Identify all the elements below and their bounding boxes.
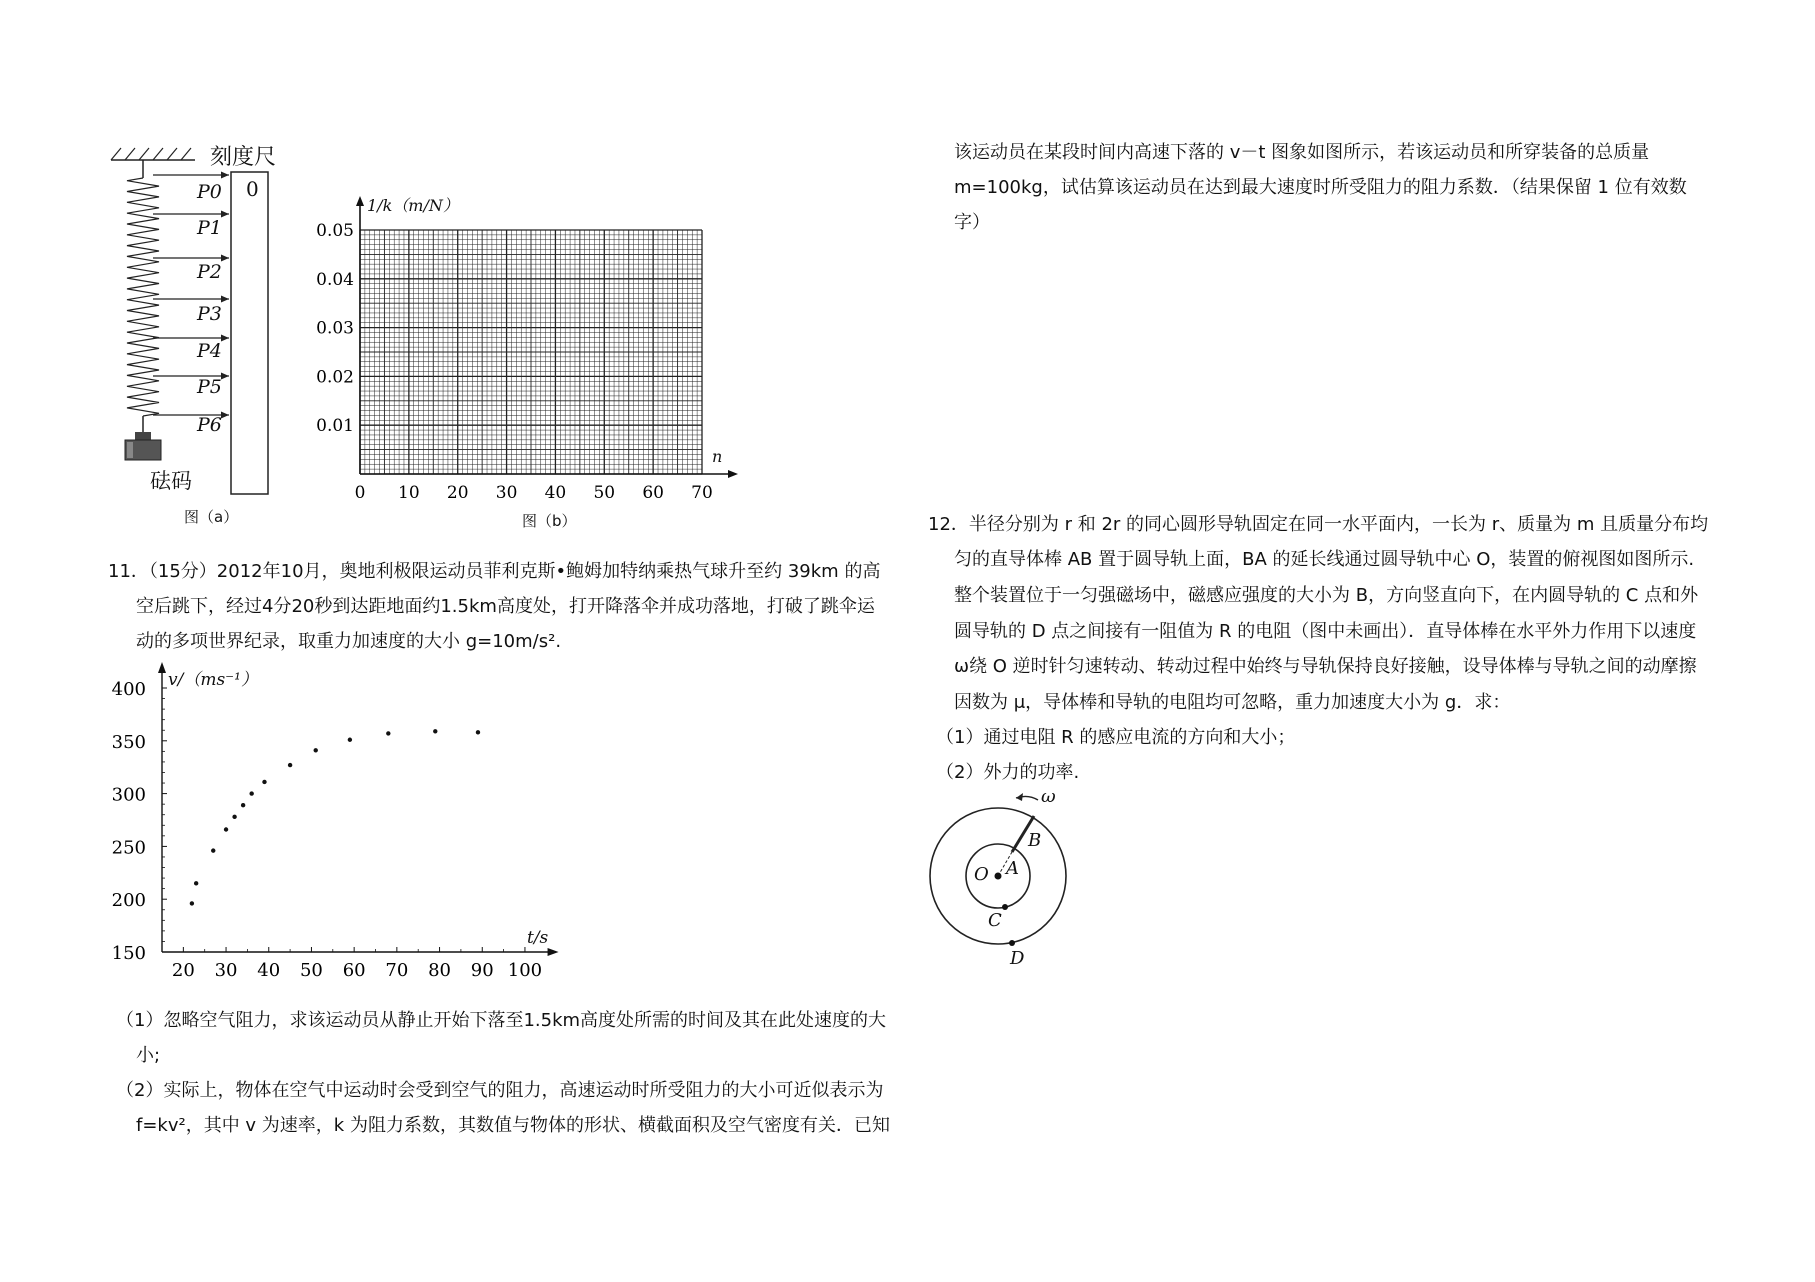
vt-data-point (476, 730, 480, 734)
ruler-label: 刻度尺 (210, 145, 277, 170)
label-c: C (988, 910, 1002, 931)
vt-scatter-chart (0, 0, 760, 1000)
pointer-label-p1: P1 (197, 217, 222, 239)
pointer-label-p3: P3 (197, 303, 222, 325)
q11-sub1-line-2: 小; (136, 1045, 161, 1066)
vt-y-tick-label: 150 (111, 943, 146, 964)
vt-data-point (194, 881, 198, 885)
figure-b-caption: 图（b） (522, 512, 577, 530)
x-tick-label: 40 (544, 483, 567, 503)
vt-x-tick-label: 70 (385, 960, 409, 981)
x-tick-label: 60 (642, 483, 664, 503)
vt-data-point (224, 827, 228, 831)
q12-sub2: （2）外力的功率. (936, 762, 1080, 783)
q12-sub1: （1）通过电阻 R 的感应电流的方向和大小； (936, 727, 1296, 748)
figure-a-caption: 图（a） (184, 508, 239, 526)
label-omega: ω (1041, 786, 1056, 807)
vt-x-tick-label: 80 (428, 960, 452, 981)
q12-line-1: 12．半径分别为 r 和 2r 的同心圆形导轨固定在同一水平面内，一长为 r、质量为 m 且质量分布均 (928, 514, 1709, 535)
q11-cont-line-1: 该运动员在某段时间内高速下落的 v－t 图象如图所示，若该运动员和所穿装备的总质量 (954, 142, 1650, 163)
q11-cont-line-3: 字） (954, 212, 990, 233)
vt-data-point (288, 763, 292, 767)
label-o: O (974, 864, 989, 885)
vt-y-tick-label: 250 (111, 837, 146, 859)
ruler-zero-mark: 0 (246, 177, 259, 201)
vt-x-tick-label: 30 (214, 960, 238, 981)
q11-sub2-line-1: （2）实际上，物体在空气中运动时会受到空气的阻力，高速运动时所受阻力的大小可近似表示为 (116, 1080, 884, 1101)
pointer-label-p4: P4 (197, 340, 222, 362)
x-tick-label: 50 (593, 483, 616, 503)
vt-x-tick-label: 40 (257, 960, 281, 981)
vt-x-tick-label: 60 (342, 960, 366, 981)
label-b: B (1028, 830, 1042, 851)
vt-x-tick-label: 90 (470, 960, 494, 981)
q12-rails-figure (920, 790, 1080, 980)
x-tick-label: 70 (691, 483, 713, 503)
y-tick-label: 0.03 (316, 318, 354, 339)
q12-line-4: 圆导轨的 D 点之间接有一阻值为 R 的电阻（图中未画出）．直导体棒在水平外力作用下以速度 (954, 621, 1697, 642)
label-d: D (1010, 948, 1025, 969)
pointer-label-p0: P0 (197, 181, 222, 203)
label-a: A (1006, 858, 1019, 879)
y-tick-label: 0.05 (316, 221, 354, 241)
q12-line-2: 匀的直导体棒 AB 置于圆导轨上面，BA 的延长线通过圆导轨中心 O，装置的俯视图如图所示. (954, 549, 1695, 570)
point-d (1009, 940, 1015, 946)
x-tick-label: 10 (398, 483, 420, 503)
vt-y-tick-label: 200 (111, 890, 146, 912)
vt-data-point (262, 780, 266, 784)
q11-line-2: 空后跳下，经过4分20秒到达距地面约1.5km高度处，打开降落伞并成功落地，打破了跳伞运 (136, 596, 875, 617)
vt-x-axis-label: t/s (527, 928, 549, 948)
vt-data-point (314, 748, 318, 752)
y-tick-label: 0.01 (316, 416, 354, 437)
vt-data-point (241, 803, 245, 807)
vt-x-tick-label: 100 (507, 960, 543, 981)
q12-line-5: ω绕 O 逆时针匀速转动、转动过程中始终与导轨保持良好接触，设导体棒与导轨之间的动摩擦 (954, 656, 1697, 677)
x-tick-label: 0 (354, 483, 366, 503)
vt-data-point (433, 729, 437, 733)
vt-data-point (348, 738, 352, 742)
weight-label: 砝码 (150, 469, 192, 493)
figure-b-x-axis-label: n (712, 447, 723, 466)
vt-y-tick-label: 350 (111, 731, 146, 753)
vt-data-point (249, 791, 253, 795)
vt-y-tick-label: 400 (111, 679, 146, 700)
q12-line-6: 因数为 μ，导体棒和导轨的电阻均可忽略，重力加速度大小为 g．求： (954, 692, 1511, 713)
q11-line-3: 动的多项世界纪录，取重力加速度的大小 g=10m/s². (136, 631, 562, 652)
vt-data-point (190, 901, 194, 905)
vt-x-tick-label: 20 (171, 960, 195, 981)
q11-sub2-line-2: f=kv²，其中 v 为速率，k 为阻力系数，其数值与物体的形状、横截面积及空气密度有关．已知 (136, 1115, 890, 1136)
y-tick-label: 0.04 (316, 269, 354, 290)
q11-cont-line-2: m=100kg，试估算该运动员在达到最大速度时所受阻力的阻力系数．（结果保留 1 位有效数 (954, 177, 1687, 198)
q12-line-3: 整个装置位于一匀强磁场中，磁感应强度的大小为 B，方向竖直向下，在内圆导轨的 C 点和外 (954, 585, 1699, 606)
vt-x-tick-label: 50 (299, 960, 323, 981)
q11-sub1-line-1: （1）忽略空气阻力，求该运动员从静止开始下落至1.5km高度处所需的时间及其在此处速度的大 (116, 1010, 887, 1031)
vt-data-point (232, 815, 236, 819)
x-tick-label: 30 (495, 483, 518, 503)
point-c (1002, 904, 1008, 910)
q11-line-1: 11．（15分）2012年10月，奥地利极限运动员菲利克斯•鲍姆加特纳乘热气球升至约 39km 的高 (108, 561, 881, 582)
vt-data-point (211, 848, 215, 852)
pointer-label-p5: P5 (197, 376, 222, 398)
center-point (995, 873, 1002, 880)
y-tick-label: 0.02 (316, 367, 354, 388)
pointer-label-p6: P6 (197, 414, 222, 436)
vt-data-point (386, 731, 390, 735)
vt-y-tick-label: 300 (111, 784, 146, 806)
x-tick-label: 20 (446, 483, 469, 503)
figure-b-y-axis-label: 1/k（m/N） (367, 196, 459, 215)
pointer-label-p2: P2 (197, 261, 222, 283)
vt-y-axis-label: v/（ms⁻¹） (168, 670, 258, 690)
